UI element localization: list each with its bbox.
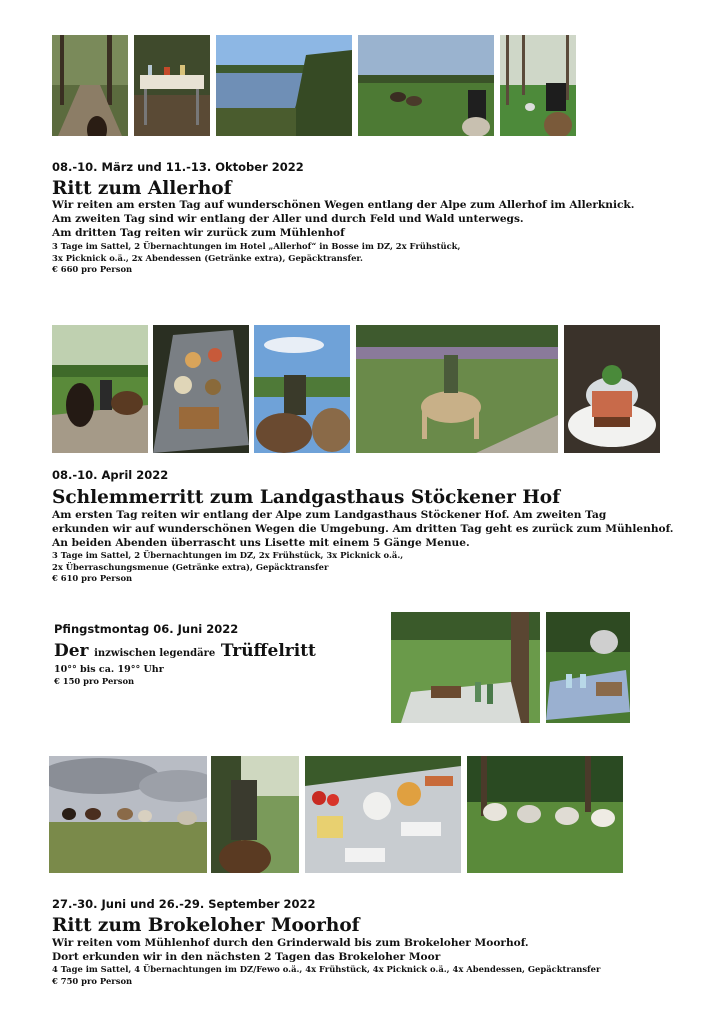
photo-horses-hill bbox=[49, 756, 207, 873]
section1-description-line: Wir reiten am ersten Tag auf wunderschönen Wegen entlang der Alpe zum Allerhof im Allerknick. bbox=[52, 199, 635, 211]
section4-price: € 750 pro Person bbox=[52, 975, 133, 986]
photo-forest-path bbox=[52, 35, 128, 136]
section3-title bbox=[54, 641, 316, 661]
section1-description-line: Am zweiten Tag sind wir entlang der Aller und durch Feld und Wald unterwegs. bbox=[52, 213, 524, 225]
section3-details bbox=[54, 664, 164, 687]
section3-price: € 150 pro Person bbox=[54, 675, 135, 686]
photo-riders-sky bbox=[254, 325, 350, 453]
section1-description bbox=[52, 198, 634, 240]
photo-horses-lead bbox=[52, 325, 148, 453]
section4-description-line: Wir reiten vom Mühlenhof durch den Grinderwald bis zum Brokeloher Moorhof. bbox=[52, 937, 529, 949]
photo-riders-field bbox=[358, 35, 494, 136]
section4-details bbox=[52, 964, 600, 987]
photo-riders-forest bbox=[500, 35, 576, 136]
section2-title: Schlemmerritt zum Landgasthaus Stöckener Hof bbox=[52, 487, 561, 508]
photo-lake bbox=[216, 35, 352, 136]
section4-description bbox=[52, 936, 529, 964]
section1-date: 08.-10. März und 11.-13. Oktober 2022 bbox=[52, 160, 304, 174]
section1-details bbox=[52, 241, 460, 276]
section2-details-line: 2x Überraschungsmenue (Getränke extra), Gepäcktransfer bbox=[52, 561, 329, 572]
photo-white-horses bbox=[467, 756, 623, 873]
section1-details-line: 3 Tage im Sattel, 2 Übernachtungen im Hotel „Allerhof“ in Bosse im DZ, 2x Frühstück, bbox=[52, 241, 461, 251]
photo-truffle-picnic bbox=[546, 612, 630, 723]
section4-details-line: 4 Tage im Sattel, 4 Übernachtungen im DZ/Fewo o.ä., 4x Frühstück, 4x Picknick o.ä., 4x Abendessen, Gepäcktransfer bbox=[52, 964, 601, 974]
section3-title-main: Trüffelritt bbox=[220, 641, 316, 661]
section2-date: 08.-10. April 2022 bbox=[52, 468, 169, 482]
section4-title: Ritt zum Brokeloher Moorhof bbox=[52, 915, 360, 936]
photo-picnic-spread bbox=[153, 325, 249, 453]
photo-dessert bbox=[564, 325, 660, 453]
photo-picnic-table bbox=[134, 35, 210, 136]
section3-title-der: Der bbox=[54, 641, 89, 661]
section1-description-line: Am dritten Tag reiten wir zurück zum Mühlenhof bbox=[52, 227, 345, 239]
section1-title: Ritt zum Allerhof bbox=[52, 178, 232, 199]
section4-date: 27.-30. Juni und 26.-29. September 2022 bbox=[52, 897, 316, 911]
photo-cheese-picnic bbox=[305, 756, 461, 873]
section3-date: Pfingstmontag 06. Juni 2022 bbox=[54, 622, 239, 636]
photo-rider-trees bbox=[211, 756, 299, 873]
section2-description-line: Am ersten Tag reiten wir entlang der Alpe zum Landgasthaus Stöckener Hof. Am zweiten Tag bbox=[52, 509, 607, 521]
photo-truffle-table bbox=[391, 612, 540, 723]
section4-description-line: Dort erkunden wir in den nächsten 2 Tagen das Brokeloher Moor bbox=[52, 951, 441, 963]
section1-price: € 660 pro Person bbox=[52, 264, 133, 274]
photo-rider-heath bbox=[356, 325, 558, 453]
section2-price: € 610 pro Person bbox=[52, 573, 133, 583]
section2-description-line: erkunden wir auf wunderschönen Wegen die Umgebung. Am dritten Tag geht es zurück zum Mühlenhof. bbox=[52, 523, 674, 535]
section1-details-line: 3x Picknick o.ä., 2x Abendessen (Getränke extra), Gepäcktransfer. bbox=[52, 252, 363, 263]
section2-details-line: 3 Tage im Sattel, 2 Übernachtungen im DZ, 2x Frühstück, 3x Picknick o.ä., bbox=[52, 550, 404, 560]
section2-details bbox=[52, 550, 403, 585]
section2-description bbox=[52, 508, 674, 550]
section3-temperature: 10°° bis ca. 19°° Uhr bbox=[54, 664, 164, 675]
section3-title-small: inzwischen legendäre bbox=[94, 648, 216, 659]
section2-description-line: An beiden Abenden überrascht uns Lisette mit einem 5 Gänge Menue. bbox=[52, 537, 470, 549]
